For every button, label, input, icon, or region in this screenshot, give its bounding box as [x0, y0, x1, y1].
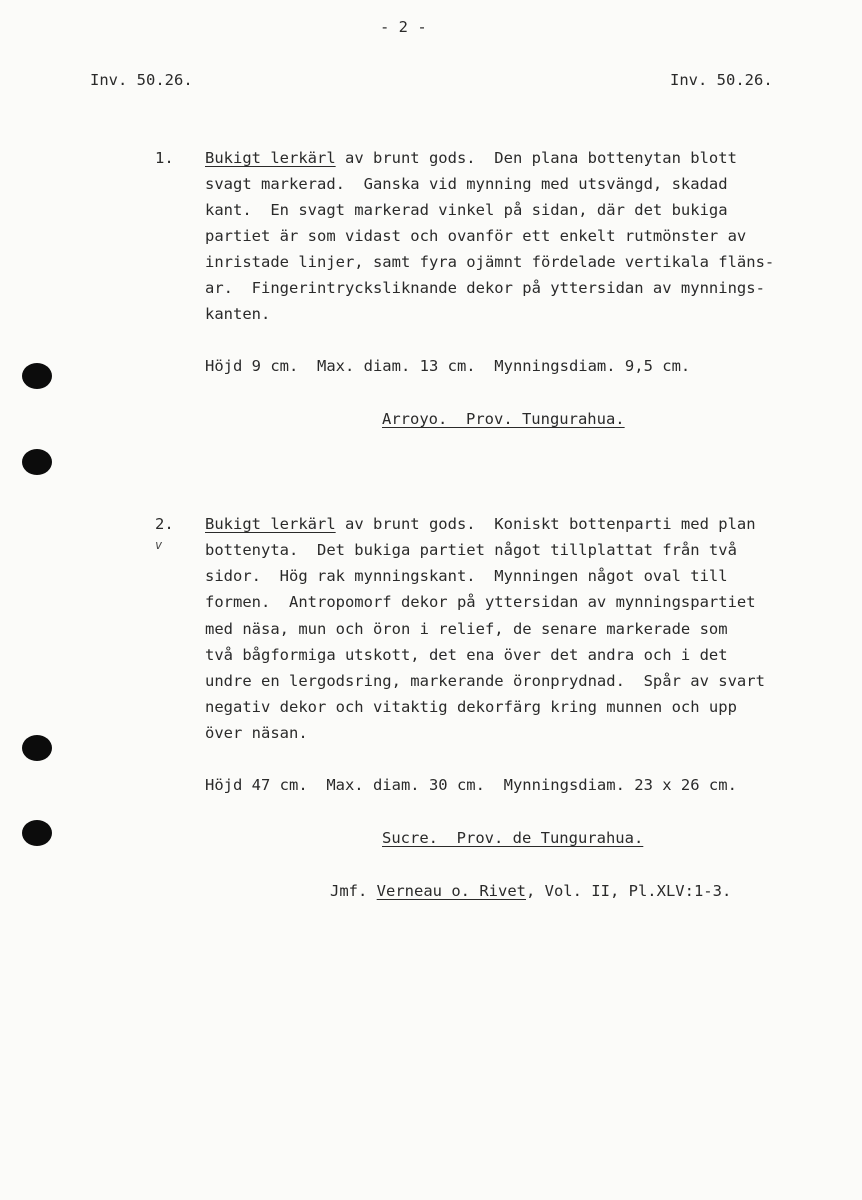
entry-first-line — [205, 151, 737, 167]
entry-line: bottenyta. Det bukiga partiet något tillplattat från två — [205, 541, 737, 559]
entry-line: partiet är som vidast och ovanför ett enkelt rutmönster av — [205, 227, 747, 245]
entry-line: inristade linjer, samt fyra ojämnt fördelade vertikala fläns- — [205, 253, 775, 271]
entry-line: formen. Antropomorf dekor på yttersidan av mynningspartiet — [205, 593, 756, 611]
entry-reference — [330, 884, 731, 900]
entry-first-line-text: av brunt gods. Koniskt bottenparti med plan — [335, 515, 756, 533]
reference-prefix: Jmf. — [330, 882, 377, 900]
entry-line: ar. Fingerintrycksliknande dekor på yttersidan av mynnings- — [205, 279, 765, 297]
entry-line: svagt markerad. Ganska vid mynning med utsvängd, skadad — [205, 175, 728, 193]
entry-line: kanten. — [205, 305, 271, 323]
entry-number: 1. — [155, 149, 174, 167]
entry-title: Bukigt lerkärl — [205, 149, 336, 167]
entry-locality: Arroyo. Prov. Tungurahua. — [382, 410, 625, 428]
entry-line: över näsan. — [205, 724, 308, 742]
page-number: - 2 - — [380, 18, 427, 36]
entry-line: med näsa, mun och öron i relief, de senare markerade som — [205, 620, 728, 638]
reference-suffix: , Vol. II, Pl.XLV:1-3. — [525, 882, 732, 900]
inventory-number-right: Inv. 50.26. — [670, 71, 773, 89]
entry-title: Bukigt lerkärl — [205, 515, 336, 533]
entry-measures: Höjd 47 cm. Max. diam. 30 cm. Mynningsdiam. 23 x 26 cm. — [205, 776, 737, 794]
inventory-number-left: Inv. 50.26. — [90, 71, 193, 89]
entry-line: undre en lergodsring, markerande öronprydnad. Spår av svart — [205, 672, 765, 690]
entry-first-line — [205, 517, 756, 533]
binder-hole — [22, 735, 52, 761]
binder-hole — [22, 449, 52, 475]
binder-hole — [22, 363, 52, 389]
reference-author: Verneau o. Rivet — [376, 882, 526, 900]
entry-locality: Sucre. Prov. de Tungurahua. — [382, 829, 644, 847]
entry-line: kant. En svagt markerad vinkel på sidan, där det bukiga — [205, 201, 728, 219]
entry-number: 2. — [155, 515, 174, 533]
check-mark: v — [155, 538, 163, 552]
entry-line: negativ dekor och vitaktig dekorfärg kring munnen och upp — [205, 698, 737, 716]
binder-hole — [22, 820, 52, 846]
entry-line: två bågformiga utskott, det ena över det andra och i det — [205, 646, 728, 664]
entry-first-line-text: av brunt gods. Den plana bottenytan blott — [335, 149, 737, 167]
entry-measures: Höjd 9 cm. Max. diam. 13 cm. Mynningsdiam. 9,5 cm. — [205, 357, 691, 375]
entry-line: sidor. Hög rak mynningskant. Mynningen något oval till — [205, 567, 728, 585]
